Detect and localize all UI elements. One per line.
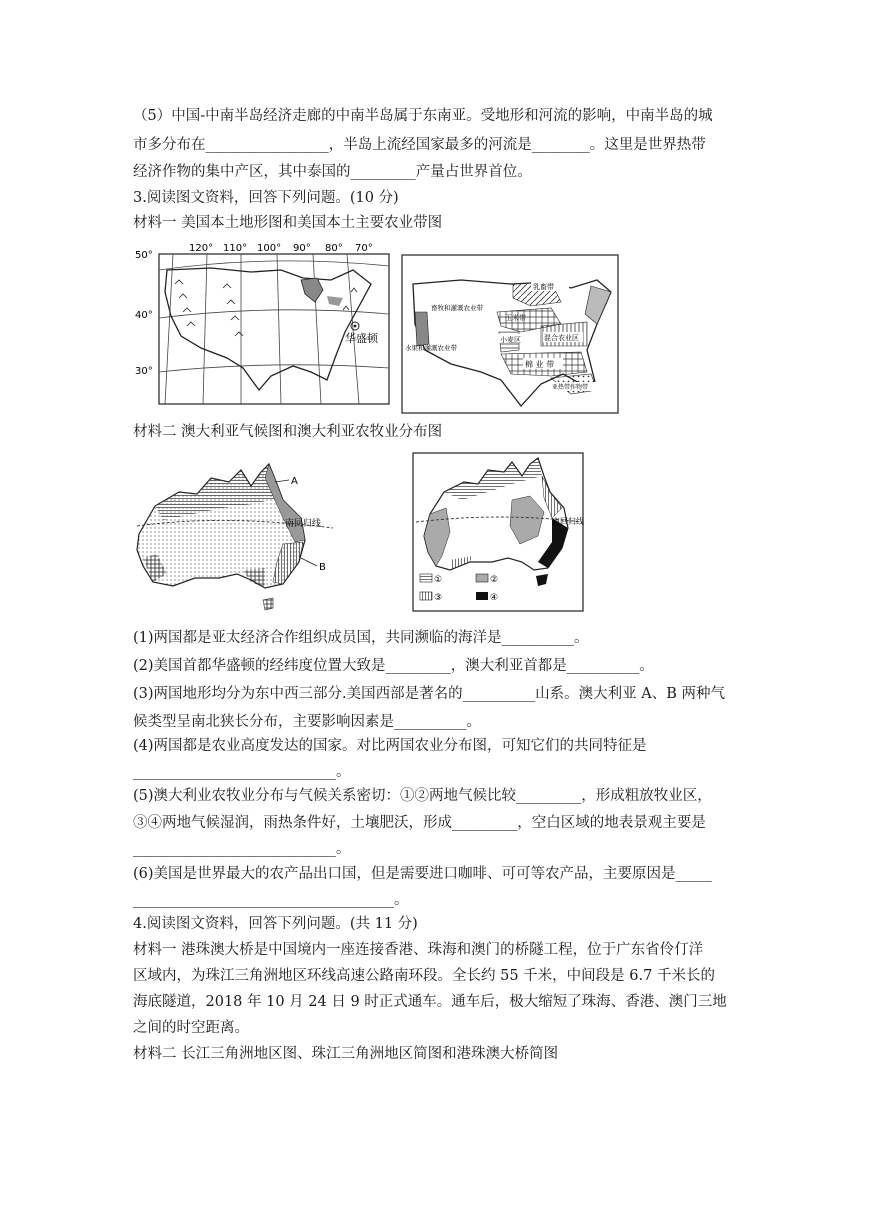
lon-label-120: 120°	[189, 243, 214, 254]
lon-label-100: 100°	[257, 243, 282, 254]
q3-4-b: ____________________________。	[133, 764, 351, 780]
us-agri-map	[401, 254, 619, 414]
legend-swatch-1	[420, 574, 432, 582]
q4-material-1-a: 材料一 港珠澳大桥是中国境内一座连接香港、珠海和澳门的桥隧工程，位于广东省伶仃洋	[133, 942, 704, 958]
q3-5-c: ____________________________。	[133, 841, 351, 857]
lat-label-40: 40°	[135, 310, 153, 321]
lon-label-80: 80°	[325, 243, 343, 254]
q3-2: (2)美国首都华盛顿的经纬度位置大致是_________，澳大利亚首都是__________。	[133, 658, 654, 674]
tropic-label-2: 南回归线	[552, 517, 584, 526]
belt-corn: 玉米带	[505, 314, 526, 322]
lon-label-70: 70°	[355, 243, 373, 254]
au-climate-map	[133, 458, 343, 618]
legend-swatch-4	[476, 592, 488, 600]
legend-swatch-3	[420, 592, 432, 600]
lon-label-110: 110°	[223, 243, 248, 254]
legend-3: ③	[434, 593, 443, 603]
belt-cotton: 棉 业 带	[525, 360, 555, 369]
belt-wheat: 小麦区	[500, 336, 521, 344]
q4-material-2: 材料二 长江三角洲地区图、珠江三角洲地区简图和港珠澳大桥简图	[133, 1046, 559, 1062]
lon-label-90: 90°	[293, 243, 311, 254]
au-agri-map	[412, 452, 584, 612]
q4-material-1-c: 海底隧道，2018 年 10 月 24 日 9 时正式通车。通车后，极大缩短了珠海、香港、澳门三地	[133, 994, 727, 1010]
legend-swatch-2	[476, 574, 488, 582]
belt-ranching: 畜牧和灌溉农业带	[431, 304, 483, 312]
material-1-caption: 材料一 美国本土地形图和美国本土主要农业带图	[133, 215, 443, 231]
q3-3-b: 候类型呈南北狭长分布，主要影响因素是__________。	[133, 714, 481, 730]
lat-label-30: 30°	[135, 366, 153, 377]
q4-material-1-d: 之间的时空距离。	[133, 1020, 249, 1036]
q3-1: (1)两国都是亚太经济合作组织成员国，共同濒临的海洋是__________。	[133, 630, 589, 646]
legend-2: ②	[490, 575, 499, 585]
q4-material-1-b: 区域内，为珠江三角洲地区环线高速公路南环段。全长约 55 千米，中间段是 6.7 千米长的	[133, 968, 715, 984]
belt-mixed: 混合农业区	[544, 334, 579, 342]
q3-heading: 3.阅读图文资料，回答下列问题。(10 分)	[133, 190, 399, 206]
label-B: B	[319, 562, 326, 573]
tropic-label: 南回归线	[285, 519, 322, 529]
belt-subtropical: 亚热带作物带	[552, 384, 589, 391]
material-2-caption: 材料二 澳大利亚气候图和澳大利亚农牧业分布图	[133, 424, 443, 440]
q3-5-a: (5)澳大利业农牧业分布与气候关系密切：①②两地气候比较_________，形成粗放牧业区，	[133, 788, 712, 804]
belt-fruit: 水果和灌溉农业带	[405, 344, 457, 352]
legend-4: ④	[490, 593, 499, 603]
lat-label-50: 50°	[135, 250, 153, 261]
q5-line-1: （5）中国-中南半岛经济走廊的中南半岛属于东南亚。受地形和河流的影响，中南半岛的城	[133, 108, 713, 124]
q5-line-3: 经济作物的集中产区，其中泰国的_________产量占世界首位。	[133, 164, 532, 180]
q3-3-a: (3)两国地形均分为东中西三部分.美国西部是著名的__________山系。澳大利亚 A、B 两种气	[133, 686, 725, 702]
q4-heading: 4.阅读图文资料，回答下列问题。(共 11 分)	[133, 916, 418, 932]
q5-line-2: 市多分布在_________________，半岛上流经国家最多的河流是________。这里是世界热带	[133, 137, 706, 153]
washington-label: 华盛顿	[345, 332, 378, 345]
belt-dairy: 乳畜带	[533, 283, 554, 291]
q3-6-b: ____________________________________。	[133, 892, 409, 908]
q3-6-a: (6)美国是世界最大的农产品出口国，但是需要进口咖啡、可可等农产品，主要原因是_____	[133, 866, 712, 882]
q3-5-b: ③④两地气候湿润，雨热条件好，土壤肥沃，形成_________，空白区域的地表景观主要是	[133, 815, 706, 831]
q3-4-a: (4)两国都是农业高度发达的国家。对比两国农业分布图，可知它们的共同特征是	[133, 738, 647, 754]
label-A: A	[291, 476, 298, 487]
legend-1: ①	[434, 575, 443, 585]
us-terrain-map	[131, 240, 401, 408]
